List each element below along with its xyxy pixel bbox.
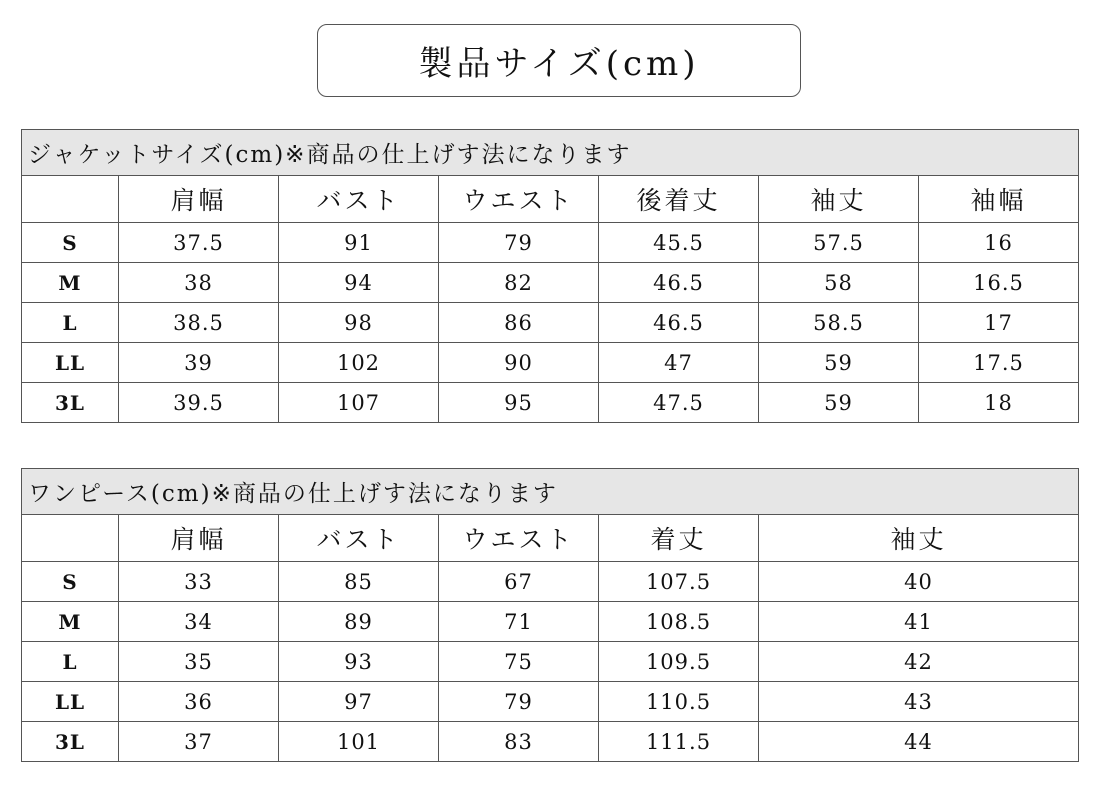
jacket-header-shoulder: 肩幅 [119, 176, 279, 223]
table-cell: 16 [919, 223, 1079, 263]
onepiece-header-waist: ウエスト [439, 515, 599, 562]
table-cell: 37 [119, 722, 279, 762]
table-cell: 17.5 [919, 343, 1079, 383]
table-cell: 90 [439, 343, 599, 383]
table-cell: 58 [759, 263, 919, 303]
table-cell: 33 [119, 562, 279, 602]
table-cell: 101 [279, 722, 439, 762]
table-row [22, 562, 1079, 602]
table-cell: 59 [759, 343, 919, 383]
table-cell: 44 [759, 722, 1079, 762]
onepiece-size-table [21, 468, 1079, 762]
table-row [22, 642, 1079, 682]
table-cell: 16.5 [919, 263, 1079, 303]
table-row [22, 263, 1079, 303]
onepiece-header-length: 着丈 [599, 515, 759, 562]
jacket-header-back-length: 後着丈 [599, 176, 759, 223]
jacket-header-sleeve-length: 袖丈 [759, 176, 919, 223]
table-cell: 89 [279, 602, 439, 642]
onepiece-header-sleeve-length: 袖丈 [759, 515, 1079, 562]
table-cell: 47 [599, 343, 759, 383]
table-cell: 79 [439, 682, 599, 722]
table-cell: 82 [439, 263, 599, 303]
table-cell: 98 [279, 303, 439, 343]
jacket-table-caption: ジャケットサイズ(cm)※商品の仕上げす法になります [22, 130, 1079, 176]
size-label: S [22, 223, 119, 263]
table-cell: 97 [279, 682, 439, 722]
size-label: S [22, 562, 119, 602]
table-cell: 39 [119, 343, 279, 383]
table-cell: 107 [279, 383, 439, 423]
size-label: L [22, 303, 119, 343]
size-label: LL [22, 343, 119, 383]
table-cell: 59 [759, 383, 919, 423]
size-label: M [22, 602, 119, 642]
table-cell: 91 [279, 223, 439, 263]
table-cell: 46.5 [599, 263, 759, 303]
jacket-header-corner [22, 176, 119, 223]
jacket-header-waist: ウエスト [439, 176, 599, 223]
size-label: 3L [22, 383, 119, 423]
table-cell: 79 [439, 223, 599, 263]
table-cell: 41 [759, 602, 1079, 642]
table-cell: 67 [439, 562, 599, 602]
table-row [22, 383, 1079, 423]
table-cell: 34 [119, 602, 279, 642]
table-cell: 43 [759, 682, 1079, 722]
table-cell: 35 [119, 642, 279, 682]
jacket-size-table [21, 129, 1079, 423]
onepiece-header-shoulder: 肩幅 [119, 515, 279, 562]
table-cell: 109.5 [599, 642, 759, 682]
table-cell: 75 [439, 642, 599, 682]
table-cell: 110.5 [599, 682, 759, 722]
table-cell: 37.5 [119, 223, 279, 263]
table-cell: 38 [119, 263, 279, 303]
table-cell: 40 [759, 562, 1079, 602]
size-label: LL [22, 682, 119, 722]
jacket-header-bust: バスト [279, 176, 439, 223]
table-cell: 93 [279, 642, 439, 682]
table-cell: 94 [279, 263, 439, 303]
onepiece-table-caption: ワンピース(cm)※商品の仕上げす法になります [22, 469, 1079, 515]
table-cell: 83 [439, 722, 599, 762]
table-row [22, 343, 1079, 383]
table-row [22, 682, 1079, 722]
table-cell: 36 [119, 682, 279, 722]
table-cell: 57.5 [759, 223, 919, 263]
table-cell: 102 [279, 343, 439, 383]
table-row [22, 223, 1079, 263]
size-label: 3L [22, 722, 119, 762]
table-cell: 71 [439, 602, 599, 642]
table-cell: 42 [759, 642, 1079, 682]
table-cell: 45.5 [599, 223, 759, 263]
table-row [22, 722, 1079, 762]
size-label: M [22, 263, 119, 303]
onepiece-header-bust: バスト [279, 515, 439, 562]
page-title: 製品サイズ(cm) [317, 24, 801, 97]
table-cell: 107.5 [599, 562, 759, 602]
table-cell: 38.5 [119, 303, 279, 343]
table-cell: 47.5 [599, 383, 759, 423]
table-cell: 39.5 [119, 383, 279, 423]
table-cell: 86 [439, 303, 599, 343]
table-cell: 95 [439, 383, 599, 423]
table-cell: 58.5 [759, 303, 919, 343]
table-cell: 46.5 [599, 303, 759, 343]
table-row [22, 602, 1079, 642]
table-cell: 85 [279, 562, 439, 602]
table-cell: 18 [919, 383, 1079, 423]
jacket-header-sleeve-width: 袖幅 [919, 176, 1079, 223]
table-cell: 17 [919, 303, 1079, 343]
table-cell: 108.5 [599, 602, 759, 642]
table-cell: 111.5 [599, 722, 759, 762]
size-label: L [22, 642, 119, 682]
table-row [22, 303, 1079, 343]
onepiece-header-corner [22, 515, 119, 562]
